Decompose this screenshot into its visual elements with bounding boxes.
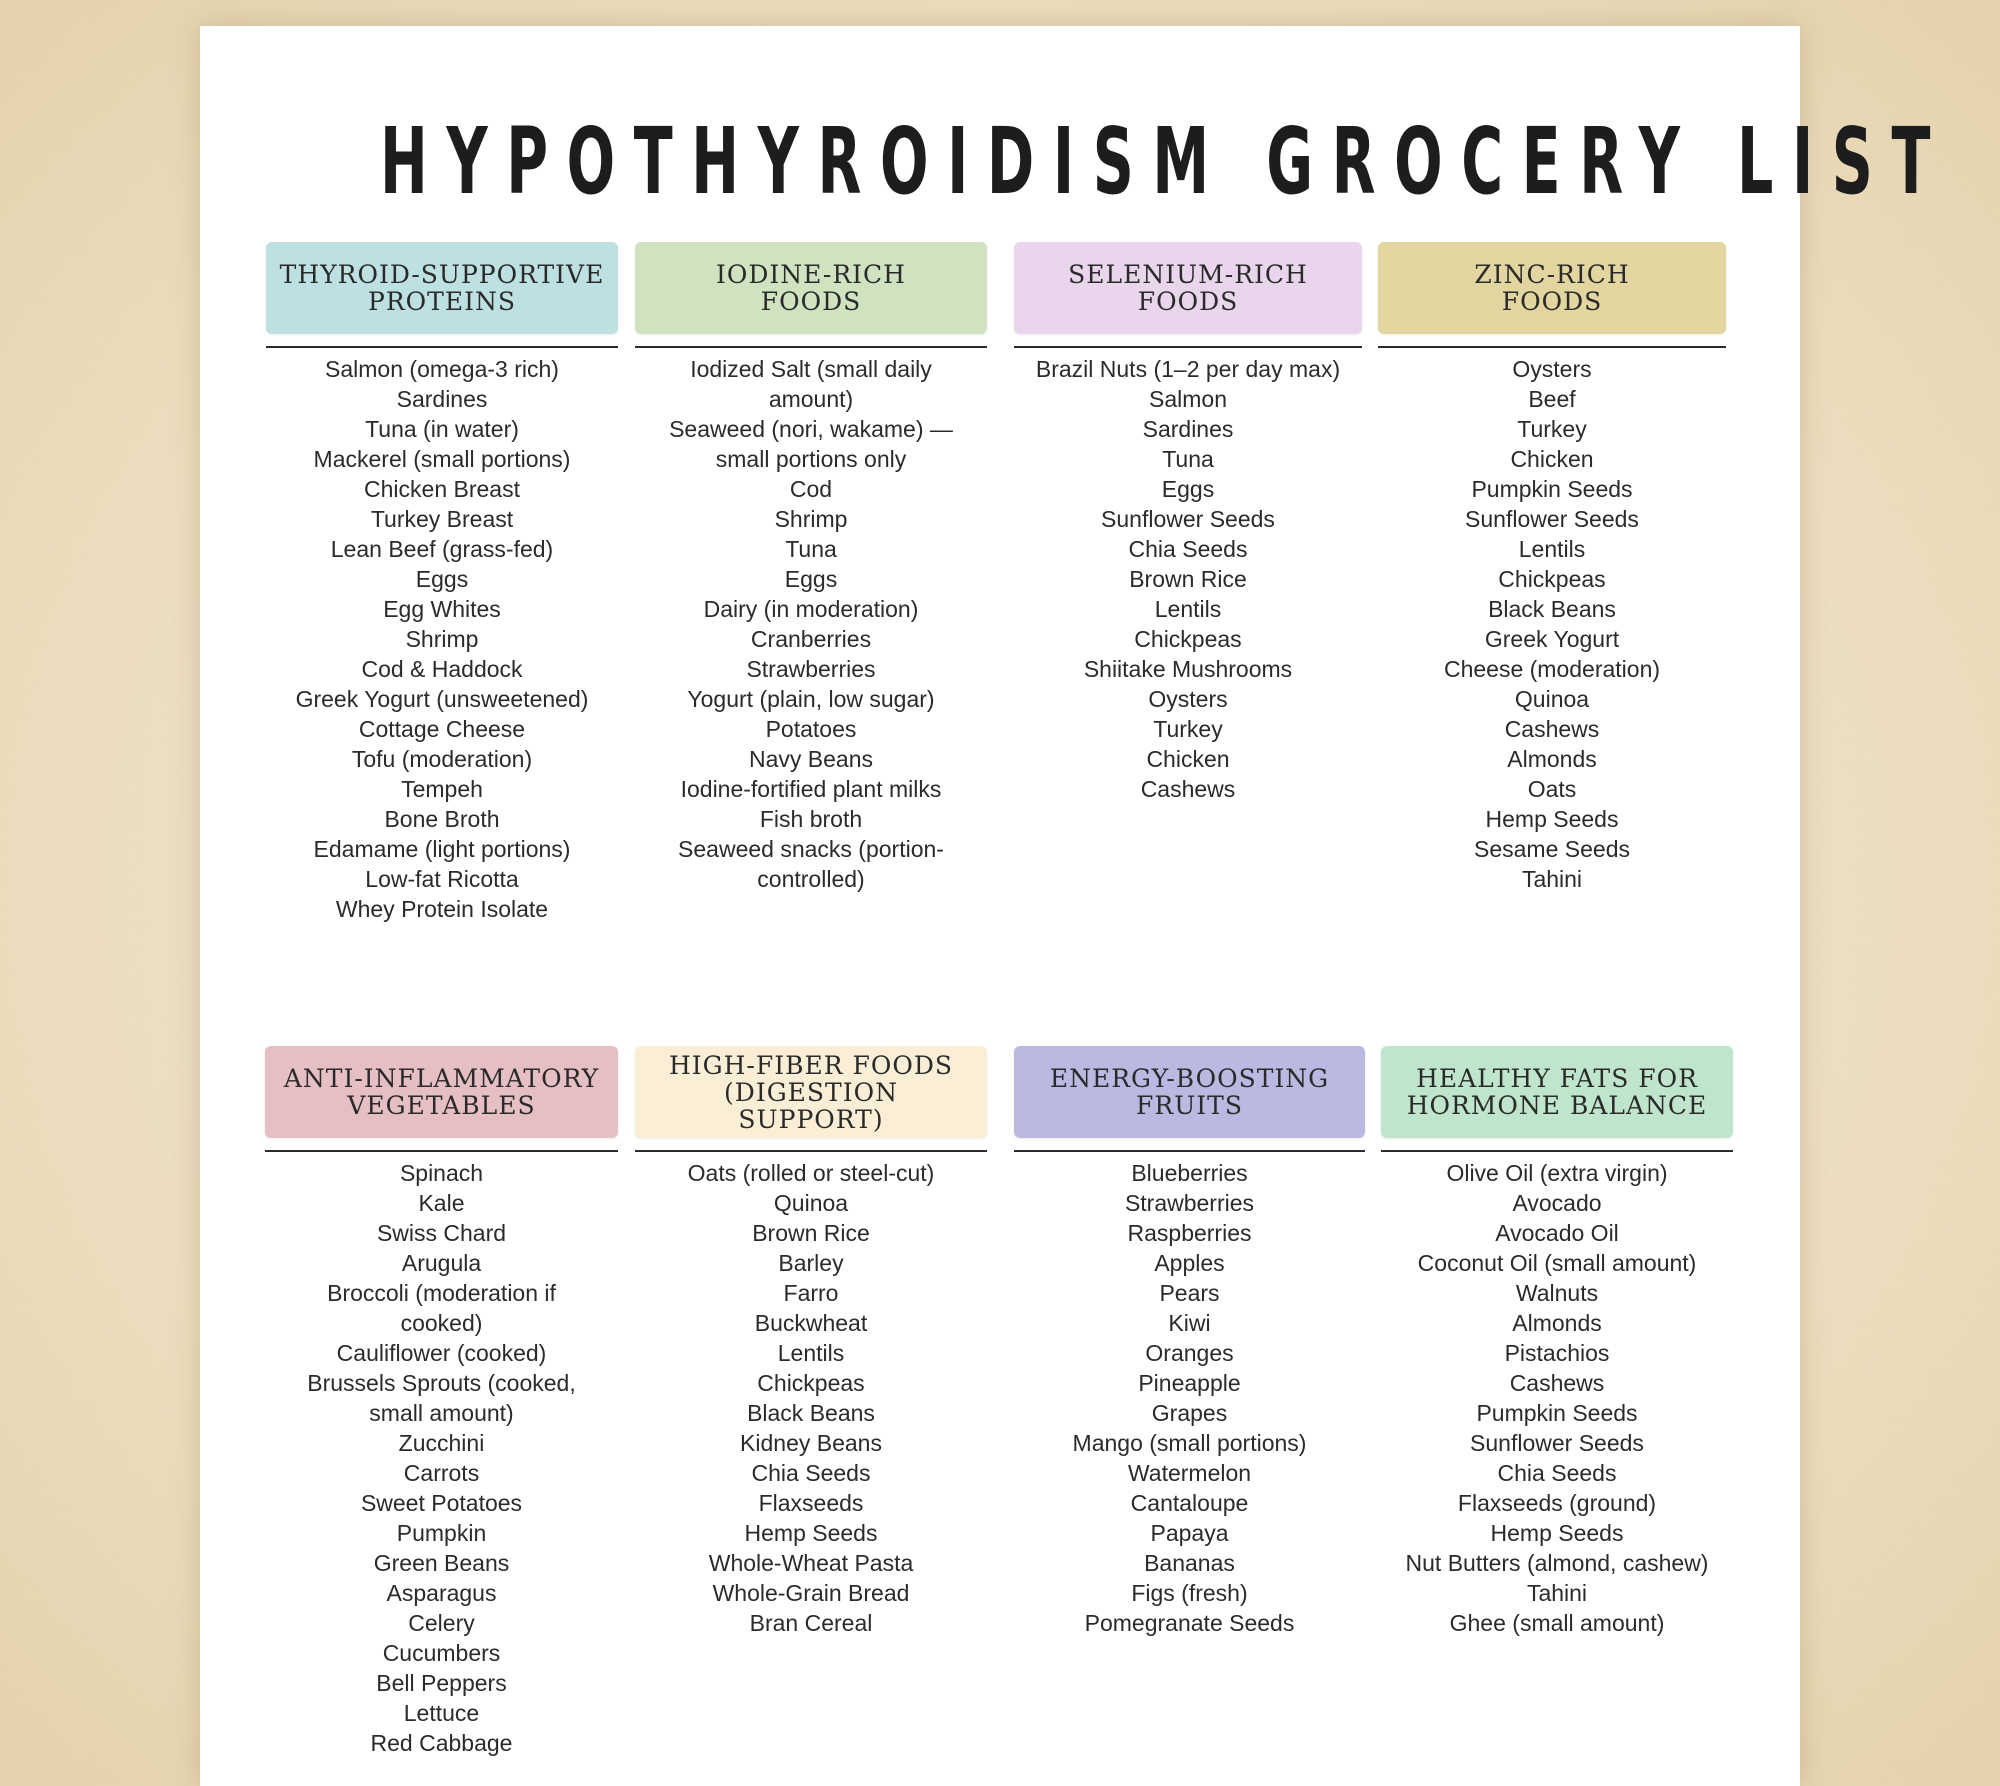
food-item: Chicken (1510, 446, 1594, 472)
food-item: Sesame Seeds (1474, 836, 1630, 862)
food-item: Whey Protein Isolate (335, 896, 549, 922)
food-item: Sunflower Seeds (1470, 1430, 1644, 1456)
food-item: Nut Butters (almond, cashew) (1405, 1550, 1709, 1576)
food-item: Watermelon (1127, 1460, 1252, 1486)
food-item: Lentils (1518, 536, 1586, 562)
heading-divider (1014, 346, 1362, 348)
food-item: Chickpeas (1134, 626, 1242, 652)
food-item: Pumpkin (396, 1520, 487, 1546)
food-item: Edamame (light portions) (313, 836, 571, 862)
food-item: Tempeh (401, 776, 483, 802)
food-item: Egg Whites (383, 596, 501, 622)
food-item: Grapes (1151, 1400, 1228, 1426)
food-item: Tuna (in water) (365, 416, 519, 442)
food-item: Avocado (1512, 1190, 1602, 1216)
food-item: Greek Yogurt (unsweetened) (295, 686, 589, 712)
food-item: Barley (778, 1250, 844, 1276)
food-item: Chickpeas (1498, 566, 1606, 592)
food-item: Strawberries (746, 656, 876, 682)
food-item: Potatoes (765, 716, 857, 742)
food-item: Seaweed (nori, wakame) — small portions only (669, 416, 953, 472)
heading-divider (1378, 346, 1726, 348)
food-item: Oysters (1512, 356, 1592, 382)
food-item: Papaya (1150, 1520, 1229, 1546)
category-heading: ENERGY-BOOSTING FRUITS (1014, 1046, 1365, 1138)
food-list (1381, 1158, 1733, 1638)
food-item: Hemp Seeds (1490, 1520, 1624, 1546)
food-item: Chia Seeds (1128, 536, 1248, 562)
food-item: Seaweed snacks (portion-controlled) (678, 836, 944, 892)
food-item: Tofu (moderation) (351, 746, 533, 772)
food-item: Navy Beans (748, 746, 873, 772)
food-item: Eggs (415, 566, 469, 592)
food-item: Tuna (1162, 446, 1214, 472)
food-list (266, 354, 618, 924)
food-item: Celery (408, 1610, 475, 1636)
food-item: Cashews (1509, 1370, 1605, 1396)
food-list (1014, 1158, 1365, 1638)
food-item: Iodized Salt (small daily amount) (690, 356, 932, 412)
food-item: Brazil Nuts (1–2 per day max) (1035, 356, 1341, 382)
food-item: Arugula (401, 1250, 482, 1276)
food-item: Cashews (1140, 776, 1236, 802)
food-item: Cottage Cheese (358, 716, 526, 742)
food-item: Shrimp (405, 626, 479, 652)
category-heading: HIGH-FIBER FOODS (DIGESTION SUPPORT) (635, 1046, 987, 1138)
food-item: Bananas (1144, 1550, 1235, 1576)
food-item: Flaxseeds (ground) (1457, 1490, 1657, 1516)
food-item: Sweet Potatoes (360, 1490, 523, 1516)
food-item: Avocado Oil (1495, 1220, 1619, 1246)
food-item: Chia Seeds (751, 1460, 871, 1486)
food-item: Cod (789, 476, 833, 502)
food-item: Quinoa (1514, 686, 1590, 712)
food-item: Whole-Grain Bread (712, 1580, 910, 1606)
food-item: Turkey (1153, 716, 1223, 742)
food-item: Ghee (small amount) (1449, 1610, 1665, 1636)
food-item: Farro (783, 1280, 839, 1306)
food-item: Pears (1159, 1280, 1220, 1306)
food-item: Sardines (1142, 416, 1234, 442)
food-item: Shiitake Mushrooms (1083, 656, 1293, 682)
food-item: Pineapple (1138, 1370, 1241, 1396)
food-item: Black Beans (747, 1400, 875, 1426)
food-item: Coconut Oil (small amount) (1417, 1250, 1697, 1276)
food-item: Zucchini (398, 1430, 485, 1456)
food-item: Flaxseeds (758, 1490, 864, 1516)
category-heading: ANTI-INFLAMMATORY VEGETABLES (265, 1046, 618, 1138)
food-item: Iodine-fortified plant milks (680, 776, 942, 802)
food-item: Shrimp (774, 506, 848, 532)
food-item: Fish broth (759, 806, 863, 832)
food-item: Raspberries (1127, 1220, 1252, 1246)
heading-divider (1014, 1150, 1365, 1152)
food-item: Salmon (1149, 386, 1227, 412)
food-item: Almonds (1512, 1310, 1602, 1336)
food-item: Pistachios (1504, 1340, 1610, 1366)
food-item: Dairy (in moderation) (703, 596, 919, 622)
food-item: Kiwi (1168, 1310, 1211, 1336)
food-item: Lentils (1154, 596, 1222, 622)
food-item: Hemp Seeds (1485, 806, 1619, 832)
food-item: Pomegranate Seeds (1084, 1610, 1295, 1636)
food-list (635, 1158, 987, 1638)
page-title: HYPOTHYROIDISM GROCERY LIST (380, 108, 1949, 215)
food-list (635, 354, 987, 894)
category-heading: ZINC-RICH FOODS (1378, 242, 1726, 334)
food-item: Brown Rice (752, 1220, 870, 1246)
heading-divider (265, 1150, 618, 1152)
food-list (265, 1158, 618, 1758)
category-heading: SELENIUM-RICH FOODS (1014, 242, 1362, 334)
food-item: Cauliflower (cooked) (336, 1340, 547, 1366)
food-item: Hemp Seeds (744, 1520, 878, 1546)
food-item: Mackerel (small portions) (313, 446, 571, 472)
food-item: Oysters (1148, 686, 1228, 712)
food-item: Kidney Beans (740, 1430, 882, 1456)
food-list (1378, 354, 1726, 894)
food-item: Brussels Sprouts (cooked, small amount) (307, 1370, 576, 1426)
food-item: Almonds (1507, 746, 1597, 772)
food-item: Pumpkin Seeds (1476, 1400, 1638, 1426)
food-item: Figs (fresh) (1131, 1580, 1248, 1606)
food-item: Red Cabbage (370, 1730, 513, 1756)
food-item: Blueberries (1131, 1160, 1248, 1186)
food-item: Carrots (403, 1460, 480, 1486)
food-item: Walnuts (1515, 1280, 1599, 1306)
food-item: Spinach (399, 1160, 484, 1186)
food-item: Cheese (moderation) (1443, 656, 1661, 682)
food-item: Eggs (784, 566, 838, 592)
food-item: Turkey Breast (370, 506, 514, 532)
food-item: Sunflower Seeds (1465, 506, 1639, 532)
heading-divider (635, 346, 987, 348)
heading-divider (1381, 1150, 1733, 1152)
food-item: Green Beans (373, 1550, 510, 1576)
food-item: Low-fat Ricotta (365, 866, 519, 892)
category-heading: HEALTHY FATS FOR HORMONE BALANCE (1381, 1046, 1733, 1138)
food-item: Cucumbers (382, 1640, 501, 1666)
food-item: Cantaloupe (1130, 1490, 1249, 1516)
food-item: Olive Oil (extra virgin) (1446, 1160, 1668, 1186)
food-item: Salmon (omega-3 rich) (325, 356, 559, 382)
food-item: Tuna (785, 536, 837, 562)
food-item: Greek Yogurt (1484, 626, 1620, 652)
food-item: Sunflower Seeds (1101, 506, 1275, 532)
food-item: Cod & Haddock (361, 656, 523, 682)
food-item: Tahini (1526, 1580, 1588, 1606)
food-item: Yogurt (plain, low sugar) (687, 686, 935, 712)
food-item: Chicken (1146, 746, 1230, 772)
food-item: Oats (1527, 776, 1577, 802)
food-item: Buckwheat (754, 1310, 868, 1336)
food-item: Oats (rolled or steel-cut) (687, 1160, 935, 1186)
food-item: Cashews (1504, 716, 1600, 742)
food-item: Beef (1528, 386, 1576, 412)
food-item: Lentils (777, 1340, 845, 1366)
food-list (1014, 354, 1362, 804)
food-item: Asparagus (386, 1580, 497, 1606)
food-item: Chickpeas (757, 1370, 865, 1396)
food-item: Chicken Breast (364, 476, 520, 502)
food-item: Pumpkin Seeds (1471, 476, 1633, 502)
category-heading: IODINE-RICH FOODS (635, 242, 987, 334)
food-item: Mango (small portions) (1072, 1430, 1307, 1456)
food-item: Turkey (1517, 416, 1587, 442)
food-item: Strawberries (1124, 1190, 1255, 1216)
food-item: Apples (1154, 1250, 1225, 1276)
food-item: Tahini (1521, 866, 1583, 892)
food-item: Kale (418, 1190, 465, 1216)
food-item: Lettuce (403, 1700, 480, 1726)
food-item: Black Beans (1488, 596, 1616, 622)
food-item: Swiss Chard (376, 1220, 507, 1246)
food-item: Bell Peppers (376, 1670, 507, 1696)
food-item: Eggs (1161, 476, 1215, 502)
category-heading: THYROID-SUPPORTIVE PROTEINS (266, 242, 618, 334)
food-item: Oranges (1145, 1340, 1234, 1366)
food-item: Sardines (396, 386, 488, 412)
food-item: Chia Seeds (1497, 1460, 1617, 1486)
food-item: Lean Beef (grass-fed) (330, 536, 554, 562)
food-item: Whole-Wheat Pasta (708, 1550, 914, 1576)
heading-divider (266, 346, 618, 348)
food-item: Bone Broth (384, 806, 500, 832)
food-item: Quinoa (773, 1190, 849, 1216)
heading-divider (635, 1150, 987, 1152)
food-item: Brown Rice (1129, 566, 1247, 592)
food-item: Bran Cereal (749, 1610, 873, 1636)
food-item: Cranberries (750, 626, 872, 652)
food-item: Broccoli (moderation if cooked) (327, 1280, 556, 1336)
